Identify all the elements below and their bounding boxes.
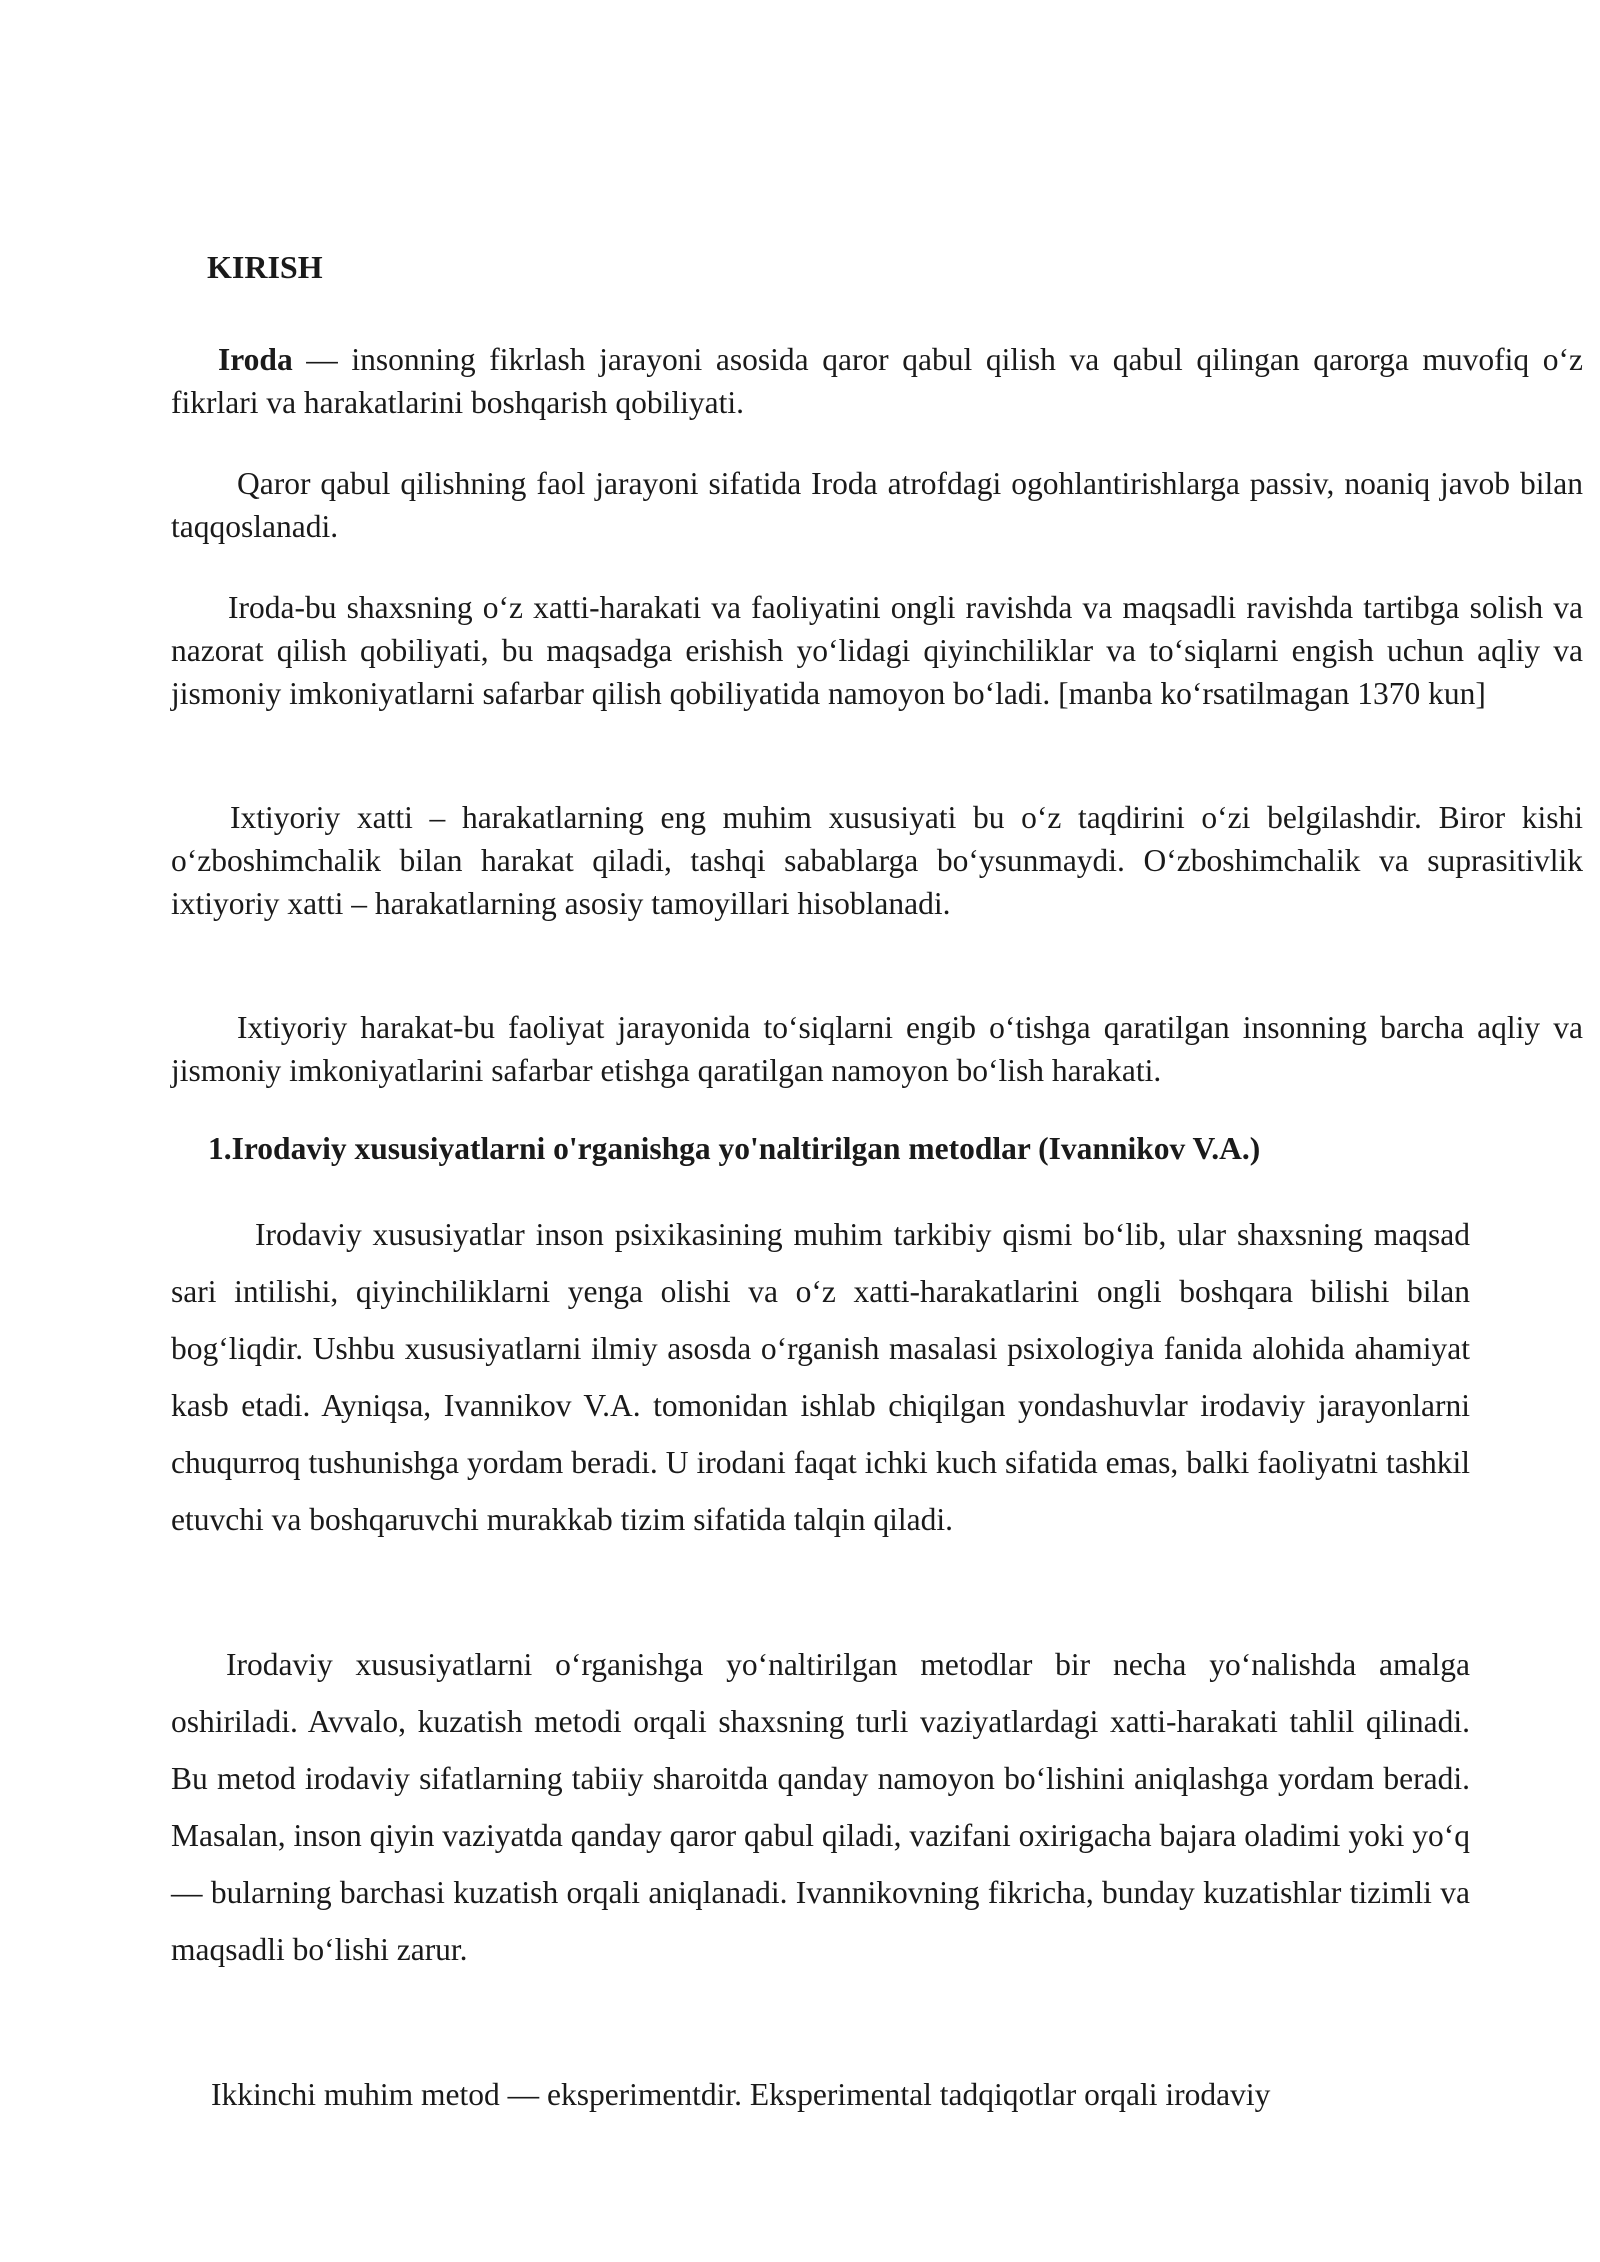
intro-paragraph [171, 796, 1583, 925]
section-paragraph [171, 1636, 1470, 1978]
section-paragraph [171, 1206, 1470, 1548]
defined-term: Iroda [218, 342, 293, 377]
section-paragraph [171, 2066, 1470, 2123]
intro-paragraph [171, 338, 1583, 424]
intro-paragraph [171, 586, 1583, 715]
paragraph-text: Ixtiyoriy xatti – harakatlarning eng muhim xususiyati bu o‘z taqdirini o‘zi belgilashdir. Biror kishi o‘zboshimchalik bilan harakat qiladi, tashqi sabablarga bo‘ysunmaydi. O‘zboshimchalik va suprasitivlik ixtiyoriy xatti – harakatlarning asosiy tamoyillari hisoblanadi. [171, 800, 1583, 921]
paragraph-text: Irodaviy xususiyatlarni o‘rganishga yo‘naltirilgan metodlar bir necha yo‘nalishda amalga oshiriladi. Avvalo, kuzatish metodi orqali shaxsning turli vaziyatlardagi xatti-harakati tahlil qilinadi. Bu metod irodaviy sifatlarning tabiiy sharoitda qanday namoyon bo‘lishini aniqlashga yordam beradi. Masalan, inson qiyin vaziyatda qanday qaror qabul qiladi, vazifani oxirigacha bajara oladimi yoki yo‘q — bularning barchasi kuzatish orqali aniqlanadi. Ivannikovning fikricha, bunday kuzatishlar tizimli va maqsadli bo‘lishi zarur. [171, 1647, 1470, 1967]
paragraph-text: Iroda-bu shaxsning o‘z xatti-harakati va faoliyatini ongli ravishda va maqsadli ravishda tartibga solish va nazorat qilish qobiliyati, bu maqsadga erishish yo‘lidagi qiyinchiliklar va to‘siqlarni engish uchun aqliy va jismoniy imkoniyatlarni safarbar qilish qobiliyatida namoyon bo‘ladi. [manba ko‘rsatilmagan 1370 kun] [171, 590, 1583, 711]
paragraph-text: Ikkinchi muhim metod — eksperimentdir. Eksperimental tadqiqotlar orqali irodaviy [211, 2077, 1271, 2112]
paragraph-text: Ixtiyoriy harakat-bu faoliyat jarayonida to‘siqlarni engib o‘tishga qaratilgan insonning barcha aqliy va jismoniy imkoniyatlarini safarbar etishga qaratilgan namoyon bo‘lish harakati. [171, 1010, 1583, 1088]
paragraph-text: Irodaviy xususiyatlar inson psixikasining muhim tarkibiy qismi bo‘lib, ular shaxsning maqsad sari intilishi, qiyinchiliklarni yenga olishi va o‘z xatti-harakatlarini ongli boshqara bilishi bilan bog‘liqdir. Ushbu xususiyatlarni ilmiy asosda o‘rganish masalasi psixologiya fanida alohida ahamiyat kasb etadi. Ayniqsa, Ivannikov V.A. tomonidan ishlab chiqilgan yondashuvlar irodaviy jarayonlarni chuqurroq tushunishga yordam beradi. U irodani faqat ichki kuch sifatida emas, balki faoliyatni tashkil etuvchi va boshqaruvchi murakkab tizim sifatida talqin qiladi. [171, 1217, 1470, 1537]
section-heading: 1.Irodaviy xususiyatlarni o'rganishga yo'naltirilgan metodlar (Ivannikov V.A.) [208, 1131, 1261, 1166]
page-title: KIRISH [207, 249, 323, 285]
paragraph-text: — insonning fikrlash jarayoni asosida qaror qabul qilish va qabul qilingan qarorga muvofiq o‘z fikrlari va harakatlarini boshqarish qobiliyati. [171, 342, 1583, 420]
intro-paragraph [171, 462, 1583, 548]
paragraph-text: Qaror qabul qilishning faol jarayoni sifatida Iroda atrofdagi ogohlantirishlarga passiv, noaniq javob bilan taqqoslanadi. [171, 466, 1583, 544]
intro-paragraph [171, 1006, 1583, 1092]
